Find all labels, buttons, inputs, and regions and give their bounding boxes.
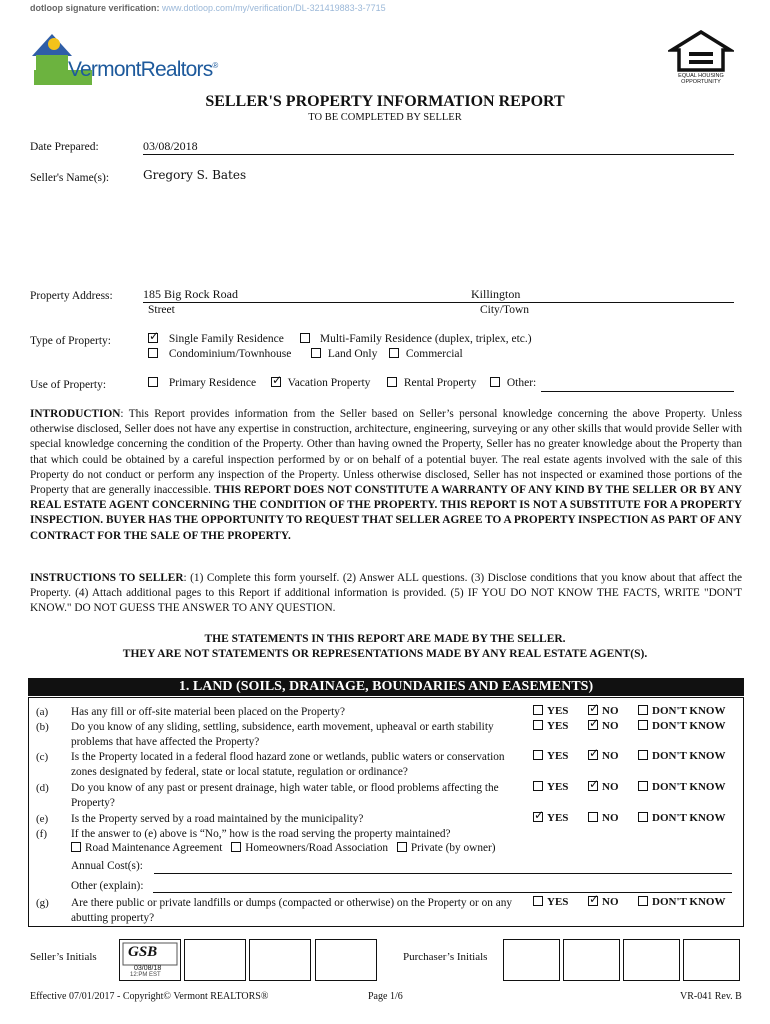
- sellers-name-label: Seller's Name(s):: [30, 172, 110, 184]
- eho-text-line-2: OPPORTUNITY: [681, 79, 721, 85]
- question-d-letter: (d): [36, 782, 49, 794]
- use-primary-checkbox[interactable]: [148, 377, 158, 387]
- seller-initials-box-2[interactable]: [184, 939, 246, 981]
- question-e-letter: (e): [36, 813, 49, 825]
- question-d-dont-know[interactable]: DON'T KNOW: [638, 781, 725, 793]
- purchaser-initials-box-3[interactable]: [623, 939, 680, 981]
- question-c-dont-know[interactable]: DON'T KNOW: [638, 750, 725, 762]
- use-of-property-label: Use of Property:: [30, 379, 107, 391]
- signature-time: 12:PM EST: [130, 972, 161, 978]
- question-a-text: Has any fill or off-site material been placed on the Property?: [71, 706, 345, 718]
- eho-text-line-1: EQUAL HOUSING: [678, 73, 724, 79]
- type-land-only-checkbox[interactable]: [311, 348, 321, 358]
- question-g-text: Are there public or private landfills or dumps (compacted or otherwise) on the Property or on any abutting property?: [71, 897, 513, 925]
- signature-date: 03/08/18: [134, 965, 162, 972]
- question-b-text: Do you know of any sliding, settling, subsidence, earth movement, upheaval or earth stability problems that have affected the Property?: [71, 721, 494, 749]
- vermont-realtors-logo: [30, 28, 230, 90]
- road-association-option[interactable]: Homeowners/Road Association: [231, 842, 388, 854]
- other-explain-field[interactable]: [153, 879, 732, 893]
- question-c-letter: (c): [36, 751, 49, 763]
- annual-cost-label: Annual Cost(s):: [71, 860, 143, 872]
- road-agreement-option[interactable]: Road Maintenance Agreement: [71, 842, 222, 854]
- question-c-text: Is the Property located in a federal flood hazard zone or wetlands, public waters or conservation zones designated by federal, state or local statute, regulation or ordinance?: [71, 751, 505, 779]
- question-g-dont-know[interactable]: DON'T KNOW: [638, 896, 725, 908]
- type-single-family-option[interactable]: ✓ Single Family Residence: [148, 333, 284, 345]
- road-private-option[interactable]: Private (by owner): [397, 842, 496, 854]
- purchaser-initials-box-1[interactable]: [503, 939, 560, 981]
- question-g-letter: (g): [36, 897, 49, 909]
- footer-copyright: Effective 07/01/2017 - Copyright© Vermont REALTORS®: [30, 991, 269, 1002]
- use-other-checkbox[interactable]: [490, 377, 500, 387]
- city-caption: City/Town: [480, 304, 530, 316]
- use-rental-checkbox[interactable]: [387, 377, 397, 387]
- city-value: Killington: [471, 287, 521, 301]
- introduction-warning: THIS REPORT DOES NOT CONSTITUTE A WARRANTY OF ANY KIND BY THE SELLER OR BY ANY REAL ESTATE AGENT CONCERNING THE CONDITION OF THE PROPERTY. THIS REPORT IS NOT A SUBSTITUTE FOR A PROPERTY INSPECTION. BUYER HAS THE OPPORTUNITY TO REQUEST THAT SELLER AGREE TO A PROPERTY INSPECTION AS PART OF ANY CONTRACT FOR THE SALE OF THE PROPERTY.: [30, 484, 742, 542]
- instructions-heading: INSTRUCTIONS TO SELLER: [30, 572, 184, 584]
- use-primary-option[interactable]: Primary Residence: [148, 377, 256, 389]
- date-prepared-field[interactable]: [143, 139, 734, 155]
- type-multi-family-checkbox[interactable]: [300, 333, 310, 343]
- use-other-field[interactable]: [541, 378, 734, 392]
- statement-line-2: THEY ARE NOT STATEMENTS OR REPRESENTATIONS MADE BY ANY REAL ESTATE AGENT(S).: [122, 648, 648, 660]
- footer-page-number: Page 1/6: [368, 991, 403, 1002]
- question-b-yes[interactable]: YES: [533, 720, 568, 732]
- page-title: SELLER'S PROPERTY INFORMATION REPORT: [205, 93, 565, 110]
- question-g-yes[interactable]: YES: [533, 896, 568, 908]
- use-rental-option[interactable]: Rental Property: [387, 377, 476, 389]
- page-subtitle: TO BE COMPLETED BY SELLER: [308, 112, 462, 123]
- verification-label: dotloop signature verification:: [30, 3, 160, 13]
- type-land-only-option[interactable]: Land Only: [311, 348, 377, 360]
- section-1-header: 1. LAND (SOILS, DRAINAGE, BOUNDARIES AND EASEMENTS): [28, 678, 744, 696]
- question-a-yes[interactable]: YES: [533, 705, 568, 717]
- introduction-paragraph: [30, 407, 742, 544]
- date-prepared-label: Date Prepared:: [30, 141, 99, 153]
- seller-initials-signature[interactable]: [119, 939, 181, 981]
- annual-cost-field[interactable]: [154, 860, 732, 874]
- question-a-no[interactable]: ✓ NO: [588, 705, 619, 717]
- question-e-yes[interactable]: ✓ YES: [533, 812, 568, 824]
- statement-line-1: THE STATEMENTS IN THIS REPORT ARE MADE BY THE SELLER.: [204, 633, 566, 645]
- sellers-name-value: Gregory S. Bates: [143, 168, 247, 182]
- date-prepared-value: 03/08/2018: [143, 139, 198, 153]
- question-b-dont-know[interactable]: DON'T KNOW: [638, 720, 725, 732]
- question-a-dont-know[interactable]: DON'T KNOW: [638, 705, 725, 717]
- seller-initials-label: Seller’s Initials: [30, 951, 97, 963]
- type-single-family-checkbox[interactable]: [148, 333, 158, 343]
- question-g-no[interactable]: ✓ NO: [588, 896, 619, 908]
- road-private-checkbox[interactable]: [397, 842, 407, 852]
- instructions-body: : (1) Complete this form yourself. (2) Answer ALL questions. (3) Disclose conditions that you know about that affect the Property. (4) Attach additional pages to this Report if additional information is provided. (5) IF YOU DO NOT KNOW THE FACTS, WRITE "DON'T KNOW." DO NOT GUESS THE ANSWER TO ANY QUESTION.: [30, 572, 742, 615]
- verification-url[interactable]: www.dotloop.com/my/verification/DL-321419883-3-7715: [162, 3, 386, 13]
- type-commercial-checkbox[interactable]: [389, 348, 399, 358]
- equal-housing-logo: [668, 30, 734, 86]
- question-c-yes[interactable]: YES: [533, 750, 568, 762]
- road-options-row: [71, 842, 496, 854]
- introduction-heading: INTRODUCTION: [30, 408, 121, 420]
- equal-housing-icon: [668, 30, 734, 72]
- question-c-no[interactable]: ✓ NO: [588, 750, 619, 762]
- seller-initials-box-3[interactable]: [249, 939, 311, 981]
- type-condo-option[interactable]: Condominium/Townhouse: [148, 348, 291, 360]
- type-condo-checkbox[interactable]: [148, 348, 158, 358]
- sellers-name-field[interactable]: [143, 168, 734, 278]
- use-vacation-option[interactable]: ✓ Vacation Property: [271, 377, 370, 389]
- instructions-paragraph: [30, 571, 742, 617]
- seller-initials-box-4[interactable]: [315, 939, 377, 981]
- question-d-no[interactable]: ✓ NO: [588, 781, 619, 793]
- question-e-no[interactable]: NO: [588, 812, 619, 824]
- question-f-text: If the answer to (e) above is “No,” how is the road serving the property maintained?: [71, 828, 451, 840]
- question-a-letter: (a): [36, 706, 49, 718]
- street-caption: Street: [148, 304, 175, 316]
- property-address-label: Property Address:: [30, 290, 113, 302]
- type-commercial-option[interactable]: Commercial: [389, 348, 463, 360]
- question-e-dont-know[interactable]: DON'T KNOW: [638, 812, 725, 824]
- purchaser-initials-box-2[interactable]: [563, 939, 620, 981]
- type-of-property-label: Type of Property:: [30, 335, 111, 347]
- purchaser-initials-label: Purchaser’s Initials: [403, 951, 488, 963]
- question-f-letter: (f): [36, 828, 47, 840]
- question-b-no[interactable]: ✓ NO: [588, 720, 619, 732]
- question-d-text: Do you know of any past or present drainage, high water table, or flood problems affecting the Property?: [71, 782, 499, 810]
- property-address-field[interactable]: [143, 287, 734, 303]
- logo-wordmark: VermontRealtors®: [68, 58, 218, 81]
- road-agreement-checkbox[interactable]: [71, 842, 81, 852]
- footer-form-revision: VR-041 Rev. B: [680, 991, 742, 1002]
- question-e-text: Is the Property served by a road maintained by the municipality?: [71, 813, 364, 825]
- use-other-option[interactable]: Other:: [490, 377, 536, 389]
- type-multi-family-option[interactable]: Multi-Family Residence (duplex, triplex, etc.): [300, 333, 532, 345]
- purchaser-initials-box-4[interactable]: [683, 939, 740, 981]
- signature-initials: GSB: [128, 944, 158, 960]
- other-explain-label: Other (explain):: [71, 880, 144, 892]
- question-b-letter: (b): [36, 721, 49, 733]
- use-vacation-checkbox[interactable]: [271, 377, 281, 387]
- introduction-body: : This Report provides information from the Seller based on Seller’s personal knowledge concerning the above Property. Unless otherwise disclosed, Seller does not have any expertise in construction, architecture, engineering, surveying or any other skills that would provide Seller with special knowledge concerning the condition of the Property. Other than having owned the Property, Seller has no greater knowledge about the Property than that which could be obtained by a careful inspection performed by or on behalf of a potential buyer. The real estate agents involved with the sale of this Property do not conduct or perform any inspection of the Property. Unless otherwise disclosed, Seller has not inspected or examined those portions of the Property that are generally inaccessible.: [30, 408, 742, 497]
- verification-line: [30, 3, 386, 13]
- street-value: 185 Big Rock Road: [143, 287, 238, 301]
- question-d-yes[interactable]: YES: [533, 781, 568, 793]
- road-association-checkbox[interactable]: [231, 842, 241, 852]
